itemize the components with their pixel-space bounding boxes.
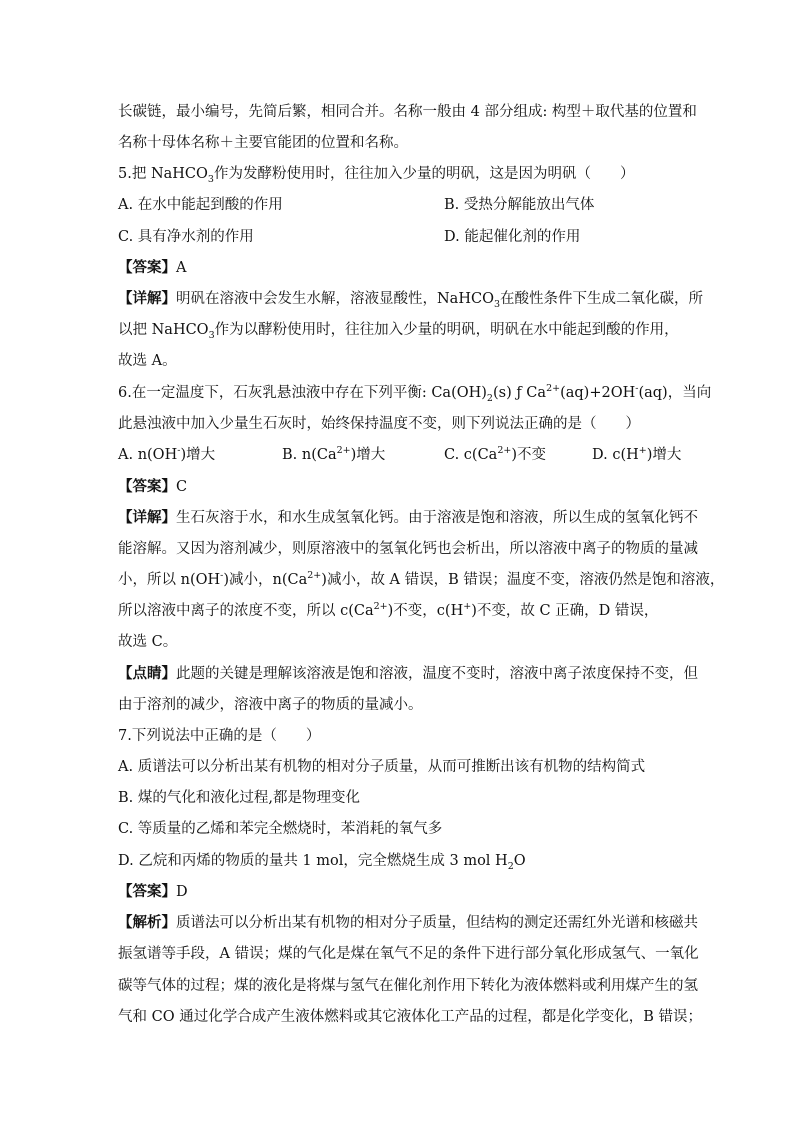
q7-option-d xyxy=(118,851,526,871)
q6-stem1-b: (s) ƒ Ca xyxy=(492,385,547,401)
q5-stem-sub: 3 xyxy=(207,173,214,185)
q7-option-a: A. 质谱法可以分析出某有机物的相对分子质量，从而可推断出该有机物的结构简式 xyxy=(118,759,646,775)
q5-answer-label: 【答案】 xyxy=(118,259,176,276)
q5-detail-line-1 xyxy=(118,289,703,309)
q6-detail4-sup1: 2+ xyxy=(373,601,388,613)
q6-detail3-c: )减小，故 A 错误，B 错误；温度不变，溶液仍然是饱和溶液， xyxy=(321,572,725,588)
q6-optC-sup: 2+ xyxy=(497,445,512,457)
q6-detail-line-1 xyxy=(118,508,698,528)
q6-detail-line-2: 能溶解。又因为溶剂减少，则原溶液中的氢氧化钙也会析出，所以溶液中离子的物质的量减 xyxy=(118,541,698,557)
q7-analysis-line-2: 振氢谱等手段，A 错误；煤的气化是煤在氧气不足的条件下进行部分氧化形成氢气、一氧化 xyxy=(118,946,699,962)
q7-option-c: C. 等质量的乙烯和苯完全燃烧时，苯消耗的氧气多 xyxy=(118,821,443,837)
q6-detail-line-5: 故选 C。 xyxy=(118,634,178,650)
q6-note-line-2: 由于溶剂的减少，溶液中离子的物质的量减小。 xyxy=(118,697,423,713)
q6-stem1-c: (aq)+2OH xyxy=(560,385,636,401)
q6-answer-label: 【答案】 xyxy=(118,478,176,495)
q6-stem1-sup2: - xyxy=(635,383,639,395)
q6-detail3-sup2: 2+ xyxy=(307,570,322,582)
q6-answer xyxy=(118,477,187,497)
q6-answer-value: C xyxy=(176,479,188,495)
q5-answer-value: A xyxy=(176,260,187,276)
q5-detail1-sub: 3 xyxy=(493,298,501,310)
q6-optB-a: B. n(Ca xyxy=(282,447,337,463)
q7-answer xyxy=(118,882,188,902)
q6-optB-sup: 2+ xyxy=(336,445,351,457)
q6-detail4-b: )不变，c(H xyxy=(387,603,464,619)
q6-detail3-sup1: - xyxy=(220,570,224,582)
q5-stem-pre: 5.把 NaHCO xyxy=(118,166,208,182)
q5-detail-line-2 xyxy=(118,320,679,340)
q6-optB-b: )增大 xyxy=(350,447,386,463)
q6-stem1-sub: 2 xyxy=(486,392,493,404)
intro-line-2: 名称十母体名称＋主要官能团的位置和名称。 xyxy=(118,135,408,151)
q6-stem1-sup1: 2+ xyxy=(546,383,561,395)
q6-optA-a: A. n(OH xyxy=(118,447,178,463)
q5-option-b: B. 受热分解能放出气体 xyxy=(444,197,595,213)
q5-detail2-b: 作为以酵粉使用时，往往加入少量的明矾，明矾在水中能起到酸的作用， xyxy=(214,322,679,338)
q7-analysis-label: 【解析】 xyxy=(118,914,176,931)
q6-stem1-a: 6.在一定温度下，石灰乳悬浊液中存在下列平衡: Ca(OH) xyxy=(118,385,487,401)
q7-analysis-line-3: 碳等气体的过程；煤的液化是将煤与氢气在催化剂作用下转化为液体燃料或利用煤产生的氢 xyxy=(118,978,698,994)
q5-option-a: A. 在水中能起到酸的作用 xyxy=(118,197,283,213)
q7-optD-a: D. 乙烷和丙烯的物质的量共 1 mol，完全燃烧生成 3 mol H xyxy=(118,853,508,869)
q7-optD-b: O xyxy=(513,853,526,869)
q6-option-d xyxy=(592,445,681,465)
intro-line-1: 长碳链，最小编号，先简后繁，相同合并。名称一般由 4 部分组成: 构型＋取代基的位置和 xyxy=(118,104,697,120)
q6-optD-b: )增大 xyxy=(646,447,682,463)
q6-stem-line-2: 此悬浊液中加入少量生石灰时，始终保持温度不变，则下列说法正确的是（ ） xyxy=(118,416,640,432)
q6-optA-b: )增大 xyxy=(180,447,216,463)
q7-analysis-line-1 xyxy=(118,913,698,933)
q6-detail1: 生石灰溶于水，和水生成氢氧化钙。由于溶液是饱和溶液，所以生成的氢氧化钙不 xyxy=(176,510,698,526)
q7-analysis1: 质谱法可以分析出某有机物的相对分子质量，但结构的测定还需红外光谱和核磁共 xyxy=(176,915,698,931)
q6-detail4-c: )不变，故 C 正确，D 错误， xyxy=(471,603,659,619)
q6-optC-b: )不变 xyxy=(511,447,547,463)
q6-detail3-b: )减小，n(Ca xyxy=(223,572,308,588)
q6-detail4-a: 所以溶液中离子的浓度不变，所以 c(Ca xyxy=(118,603,374,619)
q6-detail3-a: 小，所以 n(OH xyxy=(118,572,221,588)
q5-detail-line-3: 故选 A。 xyxy=(118,353,177,369)
q5-detail-label: 【详解】 xyxy=(118,290,176,307)
q7-option-b: B. 煤的气化和液化过程,都是物理变化 xyxy=(118,790,360,806)
q6-option-c xyxy=(444,445,546,465)
q6-optA-sup: - xyxy=(177,445,181,457)
q6-stem1-d: (aq)，当向 xyxy=(638,385,712,401)
q7-answer-label: 【答案】 xyxy=(118,883,176,900)
q6-stem-line-1 xyxy=(118,383,711,403)
q7-stem: 7.下列说法中正确的是（ ） xyxy=(118,728,321,744)
q5-stem xyxy=(118,164,634,184)
q5-detail2-a: 以把 NaHCO xyxy=(118,322,209,338)
q5-detail1-b: 在酸性条件下生成二氧化碳，所 xyxy=(500,291,704,307)
q6-detail4-sup2: + xyxy=(463,601,472,613)
q6-optC-a: C. c(Ca xyxy=(444,447,498,463)
q7-answer-value: D xyxy=(176,884,188,900)
q5-detail1-a: 明矾在溶液中会发生水解，溶液显酸性，NaHCO xyxy=(176,291,494,307)
q6-note-label: 【点睛】 xyxy=(118,665,176,682)
q5-option-d: D. 能起催化剂的作用 xyxy=(444,229,581,245)
q6-option-b xyxy=(282,445,385,465)
q6-optD-a: D. c(H xyxy=(592,447,639,463)
q6-detail-line-4 xyxy=(118,601,658,621)
q6-note-line-1 xyxy=(118,664,698,684)
q6-detail-label: 【详解】 xyxy=(118,509,176,526)
q6-optD-sup: + xyxy=(638,445,647,457)
q6-note1: 此题的关键是理解该溶液是饱和溶液，温度不变时，溶液中离子浓度保持不变，但 xyxy=(176,666,698,682)
q7-optD-sub: 2 xyxy=(507,860,514,872)
q5-answer xyxy=(118,258,186,278)
q5-detail2-sub: 3 xyxy=(208,329,215,341)
q5-stem-post: 作为发酵粉使用时，往往加入少量的明矾，这是因为明矾（ ） xyxy=(213,166,635,182)
q6-detail-line-3 xyxy=(118,570,724,590)
q6-option-a xyxy=(118,445,215,465)
q5-option-c: C. 具有净水剂的作用 xyxy=(118,229,254,245)
q7-analysis-line-4: 气和 CO 通过化学合成产生液体燃料或其它液体化工产品的过程，都是化学变化，B 错误； xyxy=(118,1009,702,1025)
